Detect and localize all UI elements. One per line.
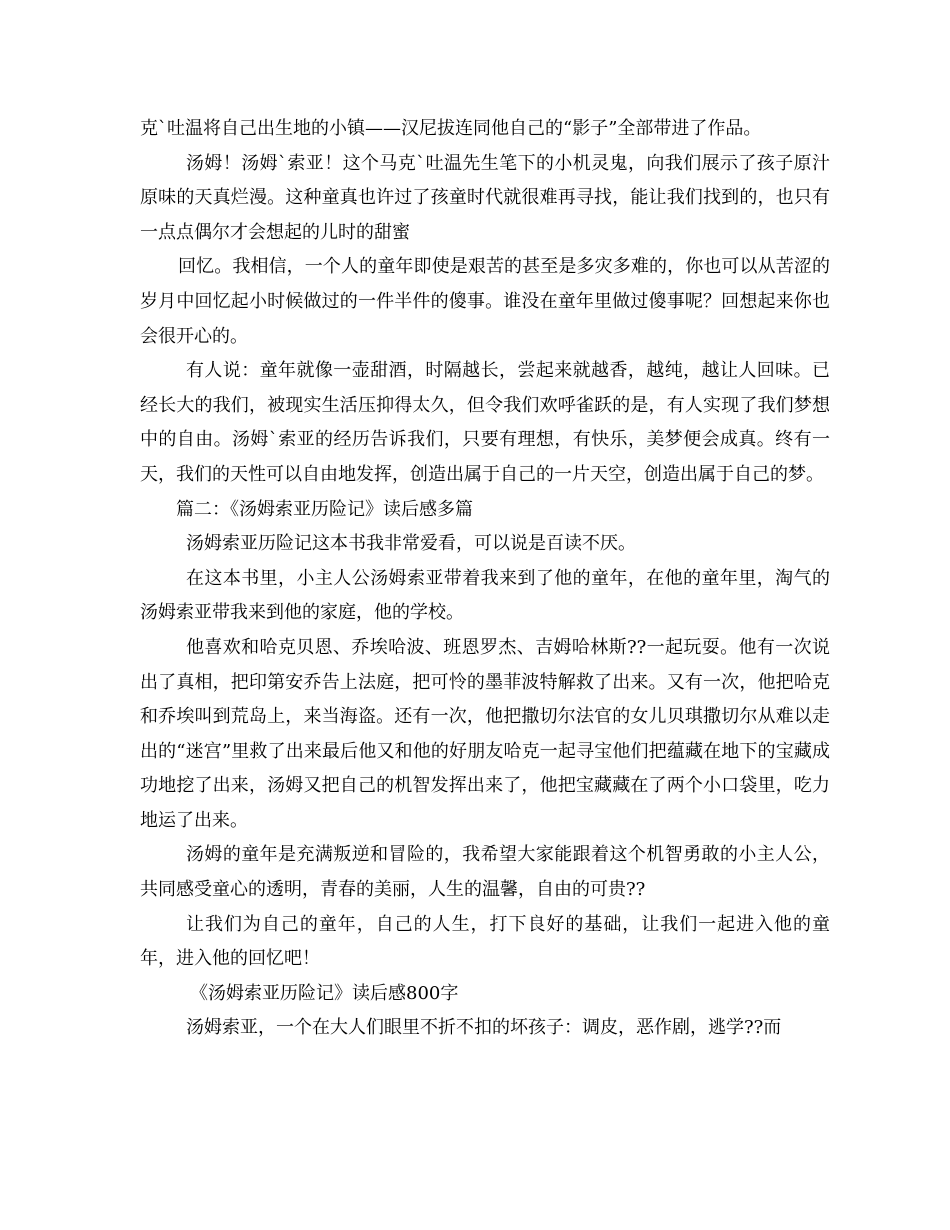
document-body bbox=[140, 112, 830, 1046]
paragraph: 有人说：童年就像一壶甜酒，时隔越长，尝起来就越香，越纯，越让人回味。已经长大的我们，被现实生活压抑得太久，但令我们欢呼雀跃的是，有人实现了我们梦想中的自由。汤姆`索亚的经历告诉我们，只要有理想，有快乐，美梦便会成真。终有一天，我们的天性可以自由地发挥，创造出属于自己的一片天空，创造出属于自己的梦。 bbox=[140, 360, 830, 485]
paragraph: 汤姆！汤姆`索亚！这个马克`吐温先生笔下的小机灵鬼，向我们展示了孩子原汁原味的天真烂漫。这种童真也许过了孩童时代就很难再寻找，能让我们找到的，也只有一点点偶尔才会想起的儿时的甜蜜 bbox=[140, 152, 830, 243]
paragraph: 克`吐温将自己出生地的小镇——汉尼拔连同他自己的“影子”全部带进了作品。 bbox=[140, 118, 762, 139]
paragraph: 汤姆的童年是充满叛逆和冒险的，我希望大家能跟着这个机智勇敢的小主人公，共同感受童心的透明，青春的美丽，人生的温馨，自由的可贵?? bbox=[140, 844, 830, 901]
paragraph: 在这本书里，小主人公汤姆索亚带着我来到了他的童年，在他的童年里，淘气的汤姆索亚带我来到他的家庭，他的学校。 bbox=[140, 567, 830, 624]
paragraph: 汤姆索亚历险记这本书我非常爱看，可以说是百读不厌。 bbox=[186, 533, 636, 555]
paragraph: 他喜欢和哈克贝恩、乔埃哈波、班恩罗杰、吉姆哈林斯??一起玩耍。他有一次说出了真相，把印第安乔告上法庭，把可怜的墨菲波特解救了出来。又有一次，他把哈克和乔埃叫到荒岛上，来当海盗。还有一次，他把撒切尔法官的女儿贝琪撒切尔从难以走出的“迷宫”里救了出来最后他又和他的好朋友哈克一起寻宝他们把蕴藏在地下的宝藏成功地挖了出来，汤姆又把自己的机智发挥出来了，他把宝藏藏在了两个小口袋里，吃力地运了出来。 bbox=[140, 636, 830, 831]
paragraph: 汤姆索亚，一个在大人们眼里不折不扣的坏孩子：调皮，恶作剧，逃学??而 bbox=[186, 1017, 782, 1039]
paragraph: 让我们为自己的童年，自己的人生，打下良好的基础，让我们一起进入他的童年，进入他的回忆吧！ bbox=[140, 913, 830, 970]
section-heading: 篇二：《汤姆索亚历险记》读后感多篇 bbox=[176, 498, 473, 520]
paragraph: 回忆。我相信，一个人的童年即使是艰苦的甚至是多灾多难的，你也可以从苦涩的岁月中回忆起小时候做过的一件半件的傻事。谁没在童年里做过傻事呢？回想起来你也会很开心的。 bbox=[140, 256, 830, 347]
section-heading: 《汤姆索亚历险记》读后感800字 bbox=[190, 982, 459, 1004]
